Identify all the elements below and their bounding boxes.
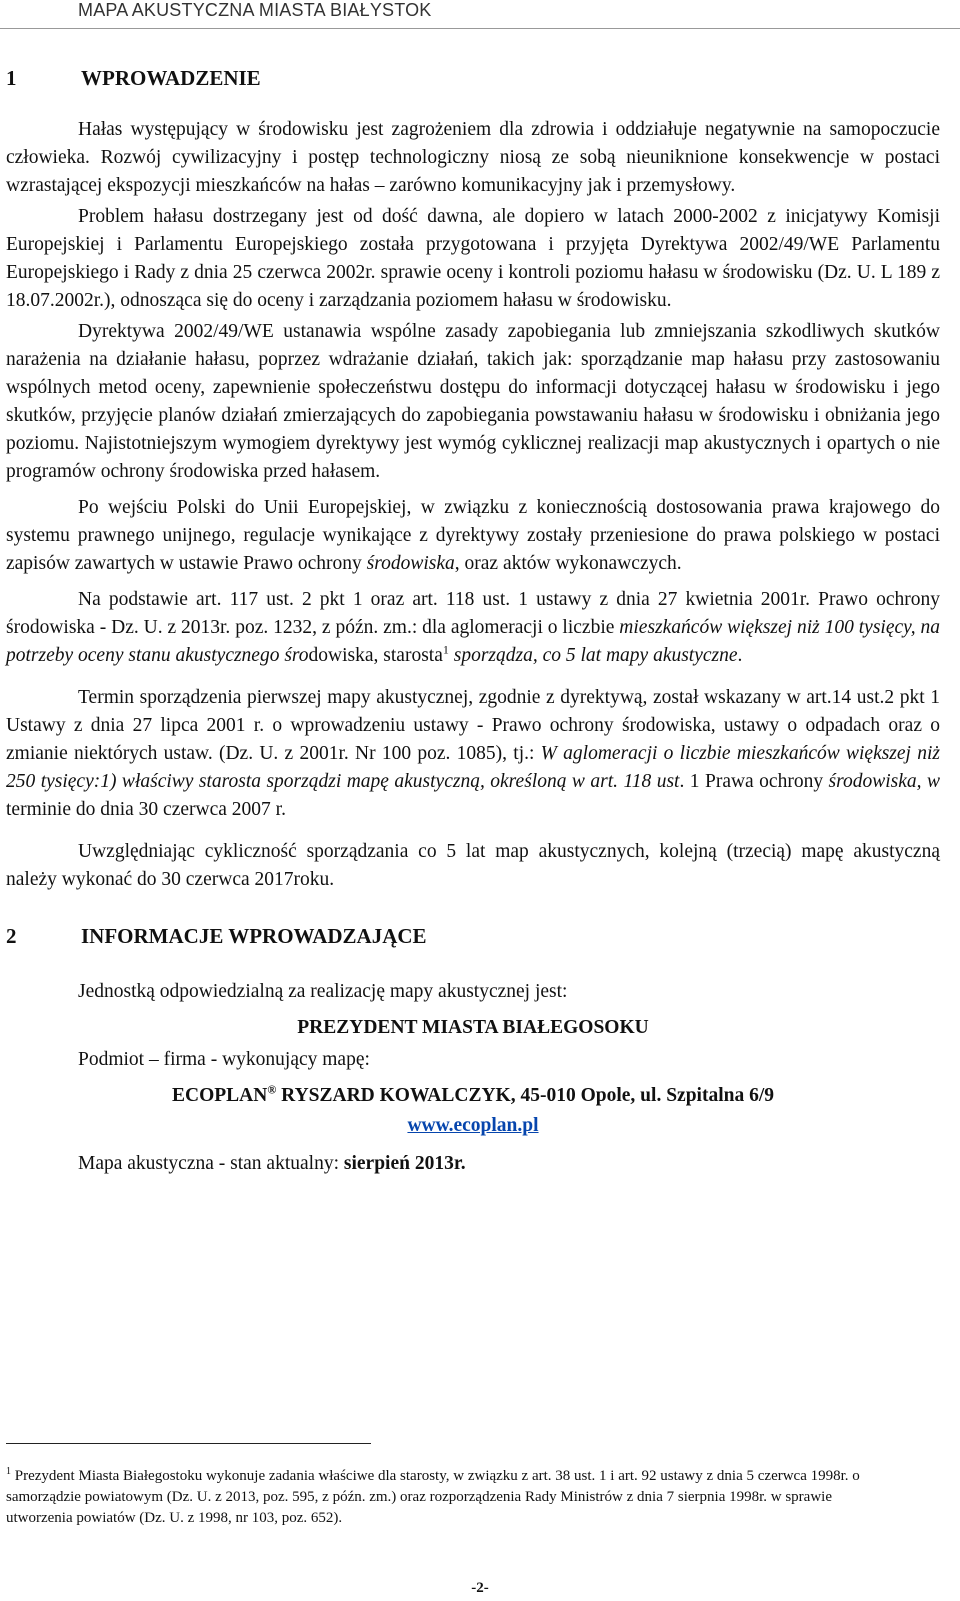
italic-span: sporządza, co 5 lat mapy akustyczne: [448, 645, 738, 666]
paragraph-legal-basis: [6, 586, 940, 670]
header-rule: [0, 28, 960, 29]
responsible-label: Jednostką odpowiedzialną za realizację mapy akustycznej jest:: [78, 981, 568, 1002]
footnote-reference[interactable]: 1: [442, 642, 449, 657]
responsible-name: PREZYDENT MIASTA BIAŁEGOSOKU: [297, 1017, 649, 1038]
paragraph-intro: Hałas występujący w środowisku jest zagrożeniem dla zdrowia i oddziałuje negatywnie na samopoczucie człowieka. Rozwój cywilizacyjny i postęp technologiczny niosą ze sobą nieuniknione konsekwencje w postaci wzrastającej ekspozycji mieszkańców na hałas – zarówno komunikacyjny jak i przemysłowy.: [6, 119, 940, 196]
section-2-heading: [6, 918, 940, 954]
paragraph-next-map: Uwzględniając cykliczność sporządzania co 5 lat map akustycznych, kolejną (trzecią) mapę akustyczną należy wykonać do 30 czerwca 2017roku.: [6, 841, 940, 890]
footnote: [6, 1466, 896, 1529]
italic-span: środowiska: [366, 553, 455, 574]
website-line: [6, 1112, 940, 1140]
status-label: Mapa akustyczna - stan aktualny:: [78, 1153, 344, 1174]
italic-span: środowiska, w: [828, 771, 940, 792]
text-span: . 1 Prawa ochrony: [679, 771, 829, 792]
section-number: 1: [6, 65, 17, 90]
text-span: , oraz aktów wykonawczych.: [454, 553, 682, 574]
text-span: Na podstawie art. 117 ust. 2 pkt 1 oraz art. 118 ust. 1 ustawy z dnia 27 kwietnia 2001r. Prawo ochrony środowiska - Dz. U. z 2013r. poz. 1232, z późn. zm.: dla aglomeracji o liczbie: [6, 589, 940, 638]
text-span: ECOPLAN: [171, 1085, 268, 1106]
footnote-text: Prezydent Miasta Białegostoku wykonuje zadania właściwe dla starosty, w związku z art. 38 ust. 1 i art. 92 ustawy z dnia 5 czerwca 1998r. o samorządzie powiatowym (Dz. U. z 2013, poz. 595, z późn. zm.) oraz rozporządzenia Rady Ministrów z dnia 7 sierpnia 1998r. w sprawie utworzenia powiatów (Dz. U. z 1998, nr 103, poz. 652).: [6, 1468, 860, 1526]
text-span: .: [737, 645, 743, 666]
paragraph-deadline: [6, 684, 940, 824]
page-number: -2-: [471, 1580, 489, 1596]
running-header: MAPA AKUSTYCZNA MIASTA BIAŁYSTOK: [78, 0, 432, 20]
paragraph-directive-history: Problem hałasu dostrzegany jest od dość dawna, ale dopiero w latach 2000-2002 z inicjatywy Komisji Europejskiej i Parlamentu Europejskiego została przygotowana i przyjęta Dyrektywa 2002/49/WE Parlamentu Europejskiego i Rady z dnia 25 czerwca 2002r. sprawie oceny i kontroli poziomu hałasu w środowisku (Dz. U. L 189 z 18.07.2002r.), odnosząca się do oceny i zarządzania poziomem hałasu w środowisku.: [6, 206, 940, 311]
status-line: [6, 1150, 940, 1178]
text-span: Po wejściu Polski do Unii Europejskiej, w związku z koniecznością dostosowania prawa krajowego do systemu prawnego unijnego, regulacje wynikające z dyrektywy zostały przeniesione do prawa polskiego w postaci zapisów zawartych w ustawie Prawo ochrony: [6, 497, 940, 574]
paragraph-directive-scope: Dyrektywa 2002/49/WE ustanawia wspólne zasady zapobiegania lub zmniejszania szkodliwych skutków narażenia na działanie hałasu, poprzez wdrażanie działań, takich jak: sporządzanie map hałasu przy zastosowaniu wspólnych metod oceny, zapewnienie społeczeństwu dostępu do informacji dotyczącej hałasu w środowisku i jego skutków, przyjęcie planów działań zmierzających do zapobiegania powstawaniu hałasu w środowisku i obniżania jego poziomu. Najistotniejszym wymogiem dyrektywy jest wymóg cyklicznej realizacji map akustycznych i opartych o nie programów ochrony środowiska przed hałasem.: [6, 321, 940, 482]
contractor-label: Podmiot – firma - wykonujący mapę:: [78, 1049, 370, 1070]
italic-span: mieszkańców większej niż 100 tysięcy, na potrzeby oceny stanu akustycznego śro: [6, 617, 941, 666]
text-span: terminie do dnia 30 czerwca 2007 r.: [6, 799, 286, 820]
text-span: Termin sporządzenia pierwszej mapy akustycznej, zgodnie z dyrektywą, został wskazany w art.14 ust.2 pkt 1 Ustawy z dnia 27 lipca 2001 r. o wprowadzeniu ustawy - Prawo ochrony środowiska, ustawy o odpadach oraz o zmianie niektórych ustaw. (Dz. U. z 2001r. Nr 100 poz. 1085), tj.:: [6, 687, 940, 764]
status-value: sierpień 2013r.: [343, 1153, 466, 1174]
paragraph-polish-law: [6, 494, 940, 578]
section-title: WPROWADZENIE: [81, 65, 261, 90]
section-number: 2: [6, 923, 17, 948]
footnote-mark: 1: [6, 1466, 11, 1477]
italic-span: W aglomeracji o liczbie mieszkańców większej niż 250 tysięcy:1) właściwy starosta sporządzi mapę akustyczną, określoną w art. 118 ust: [6, 743, 940, 792]
text-span: RYSZARD KOWALCZYK, 45-010 Opole, ul. Szpitalna 6/9: [276, 1085, 775, 1106]
footnote-rule: [6, 1443, 371, 1444]
website-link[interactable]: www.ecoplan.pl: [407, 1115, 539, 1136]
main-content: [6, 60, 940, 1178]
text-span: dowiska, starosta: [308, 645, 443, 666]
section-1-heading: [6, 60, 940, 96]
contractor-name: [6, 1082, 940, 1110]
section-title: INFORMACJE WPROWADZAJĄCE: [81, 923, 427, 948]
registered-mark: ®: [267, 1082, 277, 1097]
